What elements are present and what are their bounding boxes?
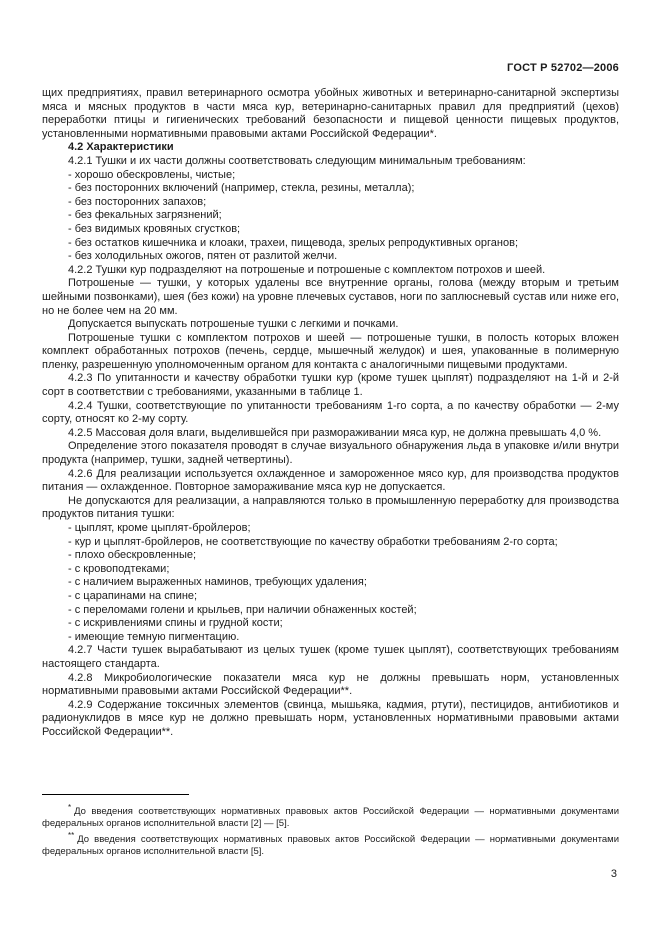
list-item: - плохо обескровленные; [68, 549, 197, 562]
paragraph: Потрошеные тушки с комплектом потрохов и шеей — потрошеные тушки, в полость которых вложен комплект обработанных потрохов (печень, сердце, мышечный желудок) и шея, упакованные в полимерную пленку, разрешенную уполномоченным органом для контакта с аналогичными пищевыми продуктами. [42, 331, 619, 371]
list-item: - без холодильных ожогов, пятен от разлитой желчи. [68, 250, 338, 263]
paragraph: 4.2.1 Тушки и их части должны соответствовать следующим минимальным требованиям: [68, 154, 526, 167]
list-item: - кур и цыплят-бройлеров, не соответствующие по качеству обработки требованиям 2-го сорта; [68, 535, 558, 548]
footnote-marker: ** [68, 830, 75, 840]
paragraph: 4.2.9 Содержание токсичных элементов (свинца, мышьяка, кадмия, ртути), пестицидов, антибиотиков и радионуклидов в мясе кур не должно превышать норм, установленных нормативными правовыми актами Российской Федерации**. [42, 698, 619, 738]
paragraph: Определение этого показателя проводят в случае визуального обнаружения льда в упаковке и/или внутри продукта (например, тушки, задней четвертины). [42, 440, 619, 467]
list-item: - с кровоподтеками; [68, 562, 170, 575]
list-item: - с царапинами на спине; [68, 589, 198, 602]
paragraph: Потрошеные — тушки, у которых удалены все внутренние органы, голова (между вторым и третьим шейными позвонками), шея (без кожи) на уровне плечевых суставов, ноги по заплюсневый сустав или ниже его, но не более чем на 20 мм. [42, 277, 619, 317]
list-item: - хорошо обескровлены, чистые; [68, 168, 236, 181]
paragraph: 4.2.6 Для реализации используется охлажденное и замороженное мясо кур, для производства продуктов питания — охлажденное. Повторное замораживание мяса кур не допускается. [42, 467, 619, 494]
paragraph: Не допускаются для реализации, а направляются только в промышленную переработку для производства продуктов питания тушки: [42, 494, 619, 521]
list-item: - имеющие темную пигментацию. [68, 630, 240, 643]
list-item: - без остатков кишечника и клоаки, трахеи, пищевода, зрелых репродуктивных органов; [68, 236, 518, 249]
paragraph: Допускается выпускать потрошеные тушки с легкими и почками. [68, 318, 399, 331]
paragraph: щих предприятиях, правил ветеринарного осмотра убойных животных и ветеринарно-санитарной экспертизы мяса и мясных продуктов в части мяса кур, ветеринарно-санитарных правил для предприятий (цехов) переработки птицы и гигиенических требований безопасности и пищевой ценности пищевых продуктов, установленными нормативными правовыми актами Российской Федерации*. [42, 87, 619, 140]
section-heading: 4.2 Характеристики [68, 141, 174, 154]
paragraph: 4.2.7 Части тушек вырабатывают из целых тушек (кроме тушек цыплят), соответствующих требованиям настоящего стандарта. [42, 644, 619, 670]
list-item: - с наличием выраженных наминов, требующих удаления; [68, 576, 367, 589]
paragraph: 4.2.3 По упитанности и качеству обработки тушки кур (кроме тушек цыплят) подразделяют на 1-й и 2-й сорт в соответствии с требованиями, указанными в таблице 1. [42, 372, 619, 399]
footnote [42, 830, 619, 858]
list-item: - с искривлениями спины и грудной кости; [68, 617, 283, 630]
paragraph: 4.2.4 Тушки, соответствующие по упитанности требованиям 1-го сорта, а по качеству обработки — 2-му сорту, относят ко 2-му сорту. [42, 399, 619, 426]
footnotes [42, 794, 619, 858]
footnote-marker: * [68, 803, 72, 812]
list-item: - без видимых кровяных сгустков; [68, 222, 241, 235]
footnote-text: До введения соответствующих нормативных правовых актов Российской Федерации — нормативными документами федеральных органов исполнительной власти [5]. [42, 833, 619, 857]
footnote-text: До введения соответствующих нормативных правовых актов Российской Федерации — нормативными документами федеральных органов исполнительной власти [2] — [5]. [42, 806, 619, 829]
list-item: - без фекальных загрязнений; [68, 209, 222, 222]
document-body [42, 87, 619, 740]
paragraph: 4.2.8 Микробиологические показатели мяса кур не должны превышать норм, установленных нормативными правовыми актами Российской Федерации**. [42, 671, 619, 698]
paragraph: 4.2.5 Массовая доля влаги, выделившейся при размораживании мяса кур, не должна превышать 4,0 %. [68, 426, 602, 439]
list-item: - с переломами голени и крыльев, при наличии обнаженных костей; [68, 603, 417, 616]
paragraph: 4.2.2 Тушки кур подразделяют на потрошеные и потрошеные с комплектом потрохов и шеей. [68, 263, 546, 276]
list-item: - без посторонних запахов; [68, 195, 207, 208]
list-item: - без посторонних включений (например, стекла, резины, металла); [68, 182, 415, 195]
doc-number: ГОСТ Р 52702—2006 [507, 62, 619, 74]
list-item: - цыплят, кроме цыплят-бройлеров; [68, 522, 251, 534]
footnote [42, 802, 619, 830]
page-number: 3 [610, 868, 617, 880]
footnote-divider [42, 794, 189, 795]
